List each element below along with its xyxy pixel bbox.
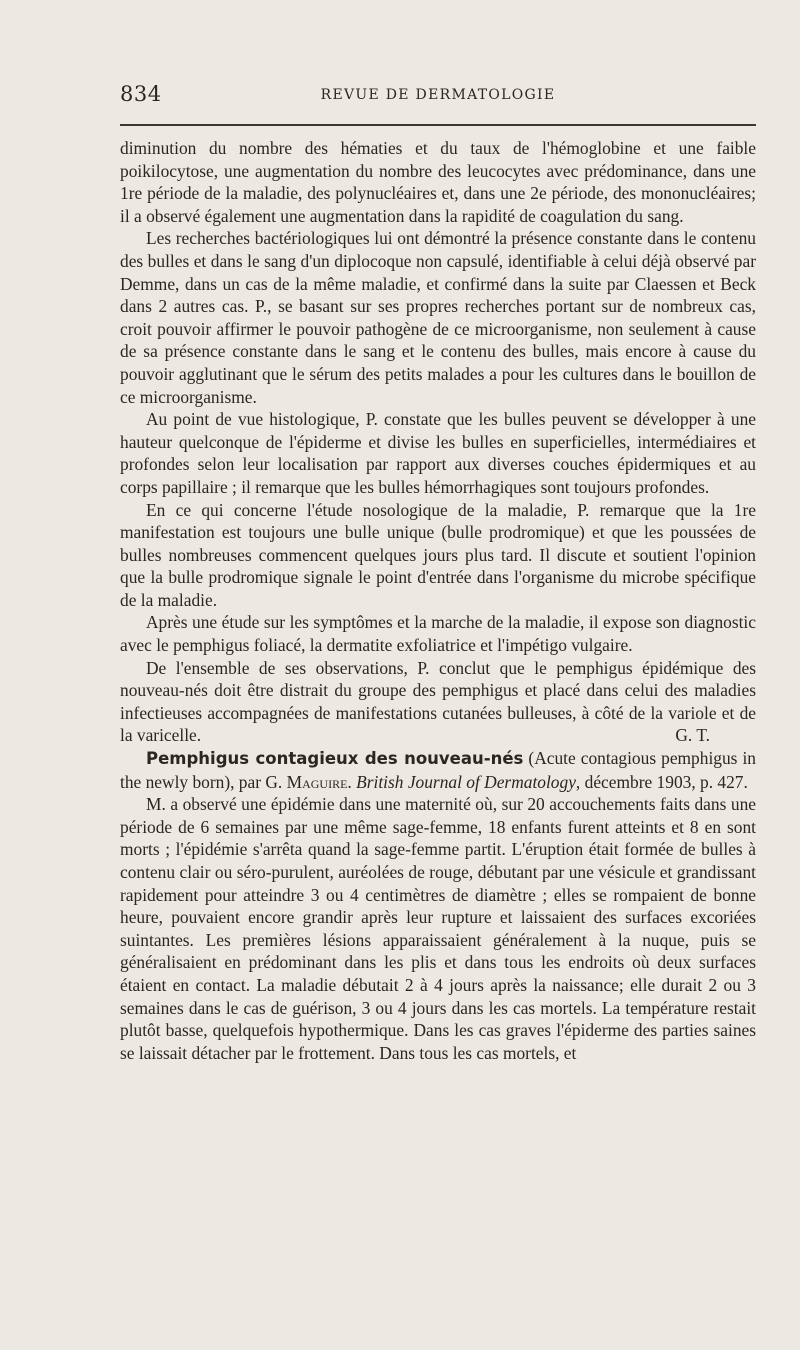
- after-author: .: [347, 771, 357, 792]
- paragraph-5: Après une étude sur les symptômes et la marche de la maladie, il expose son diagnostic avec le pemphigus foliacé, la dermatite exfoliatrice et l'impétigo vulgaire.: [120, 612, 756, 656]
- citation: , décembre 1903, p. 427.: [575, 771, 748, 792]
- article-title: Pemphigus contagieux des nouveau-nés: [146, 749, 524, 769]
- author-initial: G.: [265, 771, 287, 792]
- article-paragraph-1: M. a observé une épidémie dans une maternité où, sur 20 accouchements faits dans une période de 6 semaines par une même sage-femme, 18 enfants furent atteints et 8 en sont morts ; l'épidémie s'arrêta quand la sage-femme partit. L'éruption était formée de bulles à contenu clair ou séro-purulent, auréolées de rouge, débutant par une vésicule et grandissant rapidement pour atteindre 3 ou 4 centimètres de diamètre ; elles se rompaient de bonne heure, pouvaient encore grandir après leur rupture et laissaient des surfaces excoriées suintantes. Les premières lésions apparaissaient généralement à la nuque, puis se généralisaient en prédominant dans les plis et dans tous les endroits où deux surfaces étaient en contact. La maladie débutait 2 à 4 jours après la naissance; elle durait 2 ou 3 semaines dans le cas de guérison, 3 ou 4 jours dans les cas mortels. La température restait plutôt basse, quelquefois hypothermique. Dans les cas graves l'épiderme des parties saines se laissait détacher par le frottement. Dans tous les cas mortels, et: [120, 794, 756, 1063]
- paragraph-2: Les recherches bactériologiques lui ont démontré la présence constante dans le contenu des bulles et dans le sang d'un diplocoque non capsulé, identifiable à celui déjà observé par Demme, dans un cas de la même maladie, et confirmé dans la suite par Claessen et Beck dans 2 autres cas. P., se basant sur ses propres recherches portant sur de nombreux cas, croit pouvoir affirmer le pouvoir pathogène de ce microorganisme, non seulement à cause de sa présence constante dans le sang et le contenu des bulles, mais encore à cause du pouvoir agglutinant que le sérum des petits malades a pour les cultures dans le bouillon de ce microorganisme.: [120, 228, 756, 407]
- body-text: [120, 137, 756, 1064]
- running-title: REVUE DE DERMATOLOGIE: [320, 87, 556, 103]
- article-author: Maguire: [286, 771, 348, 792]
- article-heading: [120, 747, 756, 793]
- page-header: [120, 82, 756, 112]
- page-number: 834: [120, 82, 162, 106]
- journal-name: British Journal of Dermatology: [356, 771, 576, 792]
- paragraph-4: En ce qui concerne l'étude nosologique de la maladie, P. remarque que la 1re manifestation est toujours une bulle unique (bulle prodromique) et que les poussées de bulles nombreuses commencent quelques jours plus tard. Il discute et soutient l'opinion que la bulle prodromique signale le point d'entrée dans l'organisme du microbe spécifique de la maladie.: [120, 499, 756, 610]
- paragraph-3: Au point de vue histologique, P. constate que les bulles peuvent se développer à une hauteur quelconque de l'épiderme et divise les bulles en superficielles, intermédiaires et profondes selon leur localisation par rapport aux diverses couches épidermiques et au corps papillaire ; il remarque que les bulles hémorrhagiques sont toujours profondes.: [120, 409, 756, 497]
- paragraph-6: [120, 657, 756, 747]
- article-subtitle: (Acute contagious pemphigus in the newly born), par: [120, 748, 756, 792]
- paragraph-1: diminution du nombre des hématies et du taux de l'hémoglobine et une faible poikilocytose, une augmentation du nombre des leucocytes avec prédominance, dans une 1re période de la maladie, des polynucléaires et, dans une 2e période, des mononucléaires; il a observé également une augmentation dans la rapidité de coagulation du sang.: [120, 138, 756, 226]
- review-signature: G. T.: [675, 725, 710, 746]
- header-rule: [120, 124, 756, 126]
- paragraph-6-text: De l'ensemble de ses observations, P. conclut que le pemphigus épidémique des nouveau-nés doit être distrait du groupe des pemphigus et placé dans celui des maladies infectieuses accompagnées de manifestations cutanées bulleuses, à côté de la variole et de la varicelle.: [120, 657, 756, 746]
